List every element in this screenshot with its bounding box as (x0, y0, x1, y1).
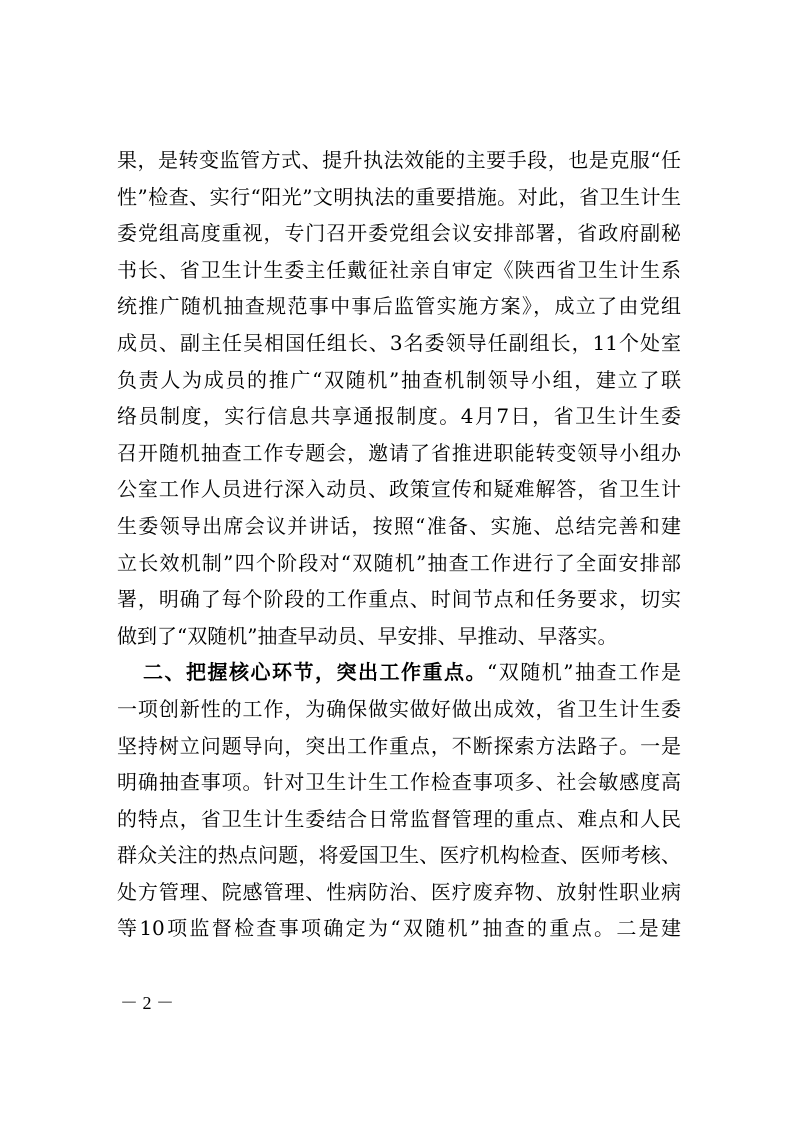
document-body (117, 142, 681, 947)
paragraph-continued (117, 142, 681, 654)
text-line: 性”检查、实行“阳光”文明执法的重要措施。对此，省卫生计生 (117, 184, 681, 209)
text-line: 等10项监督检查事项确定为“双随机”抽查的重点。二是建 (117, 916, 681, 941)
text-line: 明确抽查事项。针对卫生计生工作检查事项多、社会敏感度高 (117, 770, 681, 795)
text-line: 做到了“双随机”抽查早动员、早安排、早推动、早落实。 (117, 623, 618, 648)
text-line: 群众关注的热点问题，将爱国卫生、医疗机构检查、医师考核、 (117, 843, 681, 868)
text-line: 处方管理、院感管理、性病防治、医疗废弃物、放射性职业病 (117, 879, 681, 904)
text-line: 生委领导出席会议并讲话，按照“准备、实施、总结完善和建 (117, 513, 681, 538)
text-line: 络员制度，实行信息共享通报制度。4月7日，省卫生计生委 (117, 404, 681, 429)
text-line: 果，是转变监管方式、提升执法效能的主要手段，也是克服“任 (117, 148, 681, 172)
section-heading: 二、把握核心环节，突出工作重点。 (143, 660, 488, 685)
text-line: 公室工作人员进行深入动员、政策宣传和疑难解答，省卫生计 (117, 477, 681, 502)
text-line: 书长、省卫生计生委主任戴征社亲自审定《陕西省卫生计生系 (117, 257, 681, 282)
paragraph-section-two (117, 654, 681, 947)
text-line: 成员、副主任吴相国任组长、3名委领导任副组长，11个处室 (117, 330, 681, 355)
page-number: － 2 － (120, 993, 174, 1013)
text-line: 一项创新性的工作，为确保做实做好做出成效，省卫生计生委 (117, 696, 681, 721)
text-run: “双随机”抽查工作是 (487, 660, 681, 685)
text-line: 委党组高度重视，专门召开委党组会议安排部署，省政府副秘 (117, 221, 681, 246)
text-line: 署，明确了每个阶段的工作重点、时间节点和任务要求，切实 (117, 587, 681, 612)
text-line: 统推广随机抽查规范事中事后监管实施方案》，成立了由党组 (117, 294, 681, 319)
text-line: 立长效机制”四个阶段对“双随机”抽查工作进行了全面安排部 (117, 550, 681, 575)
text-line (117, 654, 681, 691)
text-line: 坚持树立问题导向，突出工作重点，不断探索方法路子。一是 (117, 733, 681, 758)
text-line: 的特点，省卫生计生委结合日常监督管理的重点、难点和人民 (117, 806, 681, 831)
text-line: 召开随机抽查工作专题会，邀请了省推进职能转变领导小组办 (117, 440, 681, 465)
text-line: 负责人为成员的推广“双随机”抽查机制领导小组，建立了联 (117, 367, 681, 392)
